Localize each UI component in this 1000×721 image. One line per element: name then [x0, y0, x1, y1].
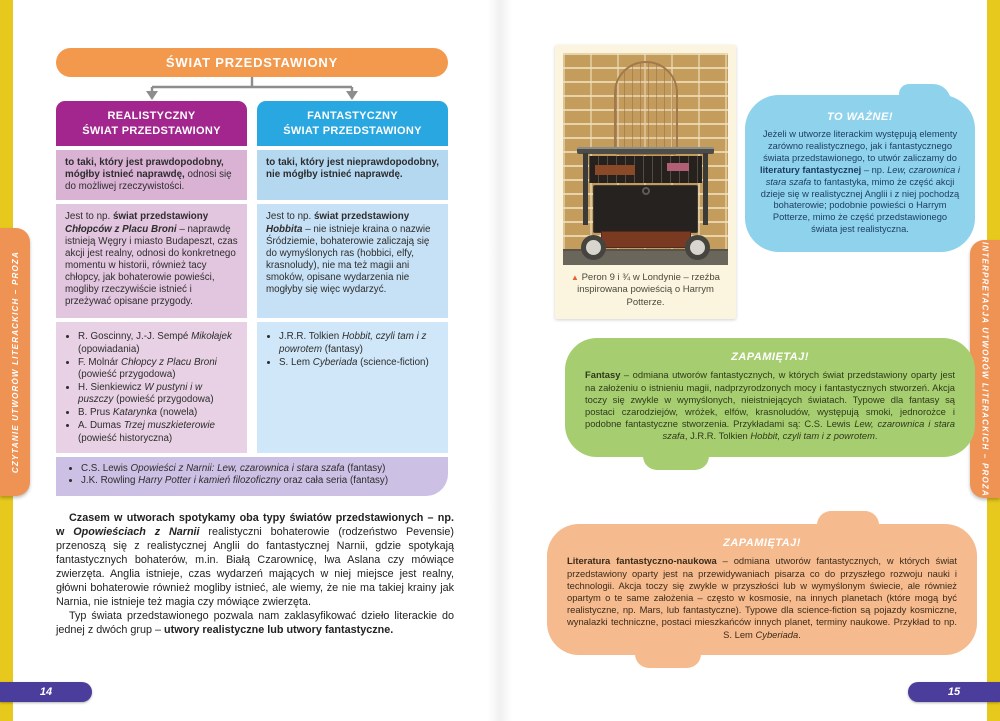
- photo-card: [555, 45, 736, 319]
- photo-caption: [563, 272, 728, 309]
- bubble-tail: [643, 452, 709, 470]
- fantastic-works-list: [257, 322, 448, 452]
- list-item: • B. Prus Katarynka (nowela): [78, 407, 238, 419]
- bubble-tail: [817, 511, 879, 529]
- platform-trolley-photo: [563, 53, 728, 265]
- left-chapter-tab: [0, 228, 30, 496]
- important-bubble: [745, 95, 975, 252]
- remember-fantasy-body: Fantasy – odmiana utworów fantastycznych, w których świat przedstawiony oparty jest na założeniu o istnieniu magii, nadprzyrodzonych mocy i fantastycznych stworzeń. Akcja toczy się zwykle w wymyślonych, nieistniejących światach. Typowe dla fantasy są postaci czarodziejów, wróżek, elfów, krasnoludów, występują smoki, jednorożce i podobne fantastyczne stworzenia. Przykładami są: C.S. Lewis Lew, czarownica i stara szafa, J.R.R. Tolkien Hobbit, czyli tam i z powrotem.: [585, 369, 956, 442]
- remember-scifi-body: Literatura fantastyczno-naukowa – odmiana utworów fantastycznych, w których świat przedstawiony oparty jest na przewidywaniach pisarza co do przyszłego rozwoju nauki i technologii. Akcja toczy się zwykle w przyszłości lub w wymyślonym świecie, ale również opartym o te same założenia – często w kosmosie, na innych planetach (które mogą być realistyczne, np. Mars, lub fantastyczne). Typowe dla science-fiction są pojazdy kosmiczne, wynalazki techniczne, postaci mieszkańców innych planet, terminy naukowe. Przykład to np. S. Lem Cyberiada.: [567, 555, 958, 640]
- page-number-left: 14: [0, 682, 92, 702]
- list-item: • F. Molnár Chłopcy z Placu Broni (powieść przygodowa): [78, 357, 238, 381]
- trolley-wheel: [685, 235, 710, 260]
- right-chapter-tab-label: INTERPRETACJA UTWORÓW LITERACKICH – PROZA: [980, 241, 990, 497]
- trolley-wheel: [581, 235, 606, 260]
- important-bubble-title: TO WAŻNE!: [826, 111, 893, 123]
- remember-fantasy-title: ZAPAMIĘTAJ!: [731, 351, 809, 363]
- trolley-rail: [577, 147, 714, 154]
- diagram-title-bar: ŚWIAT PRZEDSTAWIONY: [56, 48, 448, 77]
- right-page: [540, 0, 988, 721]
- luggage-item: [595, 165, 635, 175]
- list-item: • H. Sienkiewicz W pustyni i w puszczy (powieść przygodowa): [78, 382, 238, 406]
- list-item: • R. Goscinny, J.-J. Sempé Mikołajek (opowiadania): [78, 331, 238, 355]
- bubble-tail: [635, 650, 701, 668]
- fantastic-definition: to taki, który jest nieprawdopodobny, nie mógłby istnieć naprawdę.: [257, 150, 448, 200]
- page-number-right: 15: [908, 682, 1000, 702]
- bubble-tail: [899, 84, 951, 108]
- list-item: • A. Dumas Trzej muszkieterowie (powieść historyczna): [78, 420, 238, 444]
- realistic-header: REALISTYCZNY ŚWIAT PRZEDSTAWIONY: [56, 101, 247, 146]
- triangle-marker-icon: ▲: [571, 273, 579, 282]
- photo-caption-text: Peron 9 i ¾ w Londynie – rzeźba inspirowana powieścią o Harrym Potterze.: [577, 272, 720, 308]
- trolley-drawer: [601, 231, 691, 248]
- combined-fantasy-works: [56, 457, 448, 496]
- left-page: [56, 48, 454, 637]
- left-chapter-tab-label: CZYTANIE UTWORÓW LITERACKICH – PROZA: [10, 250, 20, 474]
- remember-scifi-title: ZAPAMIĘTAJ!: [723, 537, 801, 549]
- luggage-item: [667, 163, 689, 171]
- main-paragraph: [56, 511, 454, 637]
- trolley-post: [583, 153, 588, 225]
- list-item: • J.R.R. Tolkien Hobbit, czyli tam i z powrotem (fantasy): [279, 331, 439, 355]
- realistic-definition: to taki, który jest prawdopodobny, mógłby istnieć naprawdę, odnosi się do możliwej rzeczywistości.: [56, 150, 247, 200]
- list-item: • J.K. Rowling Harry Potter i kamień filozoficzny oraz cała seria (fantasy): [81, 475, 436, 488]
- paragraph-2: Typ świata przedstawionego pozwala nam zaklasyfikować dzieło literackie do jednej z dwóch grup – utwory realistyczne lub utwory fantastyczne.: [56, 610, 454, 637]
- birdcage-shape: [614, 61, 678, 155]
- remember-scifi-bubble: [547, 524, 977, 655]
- fantastic-example: Jest to np. świat przedstawiony Hobbita – nie istnieje kraina o nazwie Śródziemie, bohaterowie zaliczają się do wymyślonych ras (hobbici, elfy, krasnoludy), nie ma też magii ani smoków, opisane wydarzenia nie mogłyby się więc wydarzyć.: [257, 204, 448, 318]
- list-item: • C.S. Lewis Opowieści z Narnii: Lew, czarownica i stara szafa (fantasy): [81, 463, 436, 476]
- list-item: • S. Lem Cyberiada (science-fiction): [279, 357, 439, 369]
- diagram-connector-arrows: [56, 77, 448, 101]
- realistic-works-list: [56, 322, 247, 452]
- important-bubble-body: Jeżeli w utworze literackim występują elementy zarówno realistycznego, jak i fantastycznego świata przedstawionego, to utwór zaliczamy do literatury fantastycznej – np. Lew, czarownica i stara szafa to fantastyka, mimo że część akcji dzieje się w realistycznej Anglii i z niej pochodzą bohaterowie; podobnie powieści o Harrym Potterze, mimo że część przedstawionego świata jest realistyczna.: [760, 129, 960, 235]
- center-fold-shadow: [488, 0, 512, 721]
- paragraph-1: Czasem w utworach spotykamy oba typy światów przedstawionych – np. w Opowieściach z Narnii realistyczni bohaterowie (rodzeństwo Pevensie) przenoszą się z realistycznej Anglii do fantastycznej Narnii, gdzie spotykają fantastycznych bohaterów, m.in. Białą Czarownicę, lwa Aslana czy mówiące zwierzęta. Anglia istnieje, czas wydarzeń mających w niej miejsce jest realny, główni bohaterowie również mogliby istnieć, ale wiemy, że nie ma takiej krainy jak Narnia, nie istnieje też magia czy mówiące zwierzęta.: [56, 512, 454, 609]
- diagram-grid: [56, 101, 448, 496]
- realistic-example: Jest to np. świat przedstawiony Chłopców z Placu Broni – naprawdę istnieją Węgry i miasto Budapeszt, czas akcji jest realny, odnosi do konkretnego momentu w historii, również tacy chłopcy, jak bohaterowie powieści, mogliby rzeczywiście istnieć i przeżywać opisane przygody.: [56, 204, 247, 318]
- remember-fantasy-bubble: [565, 338, 975, 457]
- trolley-knob: [642, 187, 650, 195]
- trolley-post: [703, 153, 708, 225]
- fantastic-header: FANTASTYCZNY ŚWIAT PRZEDSTAWIONY: [257, 101, 448, 146]
